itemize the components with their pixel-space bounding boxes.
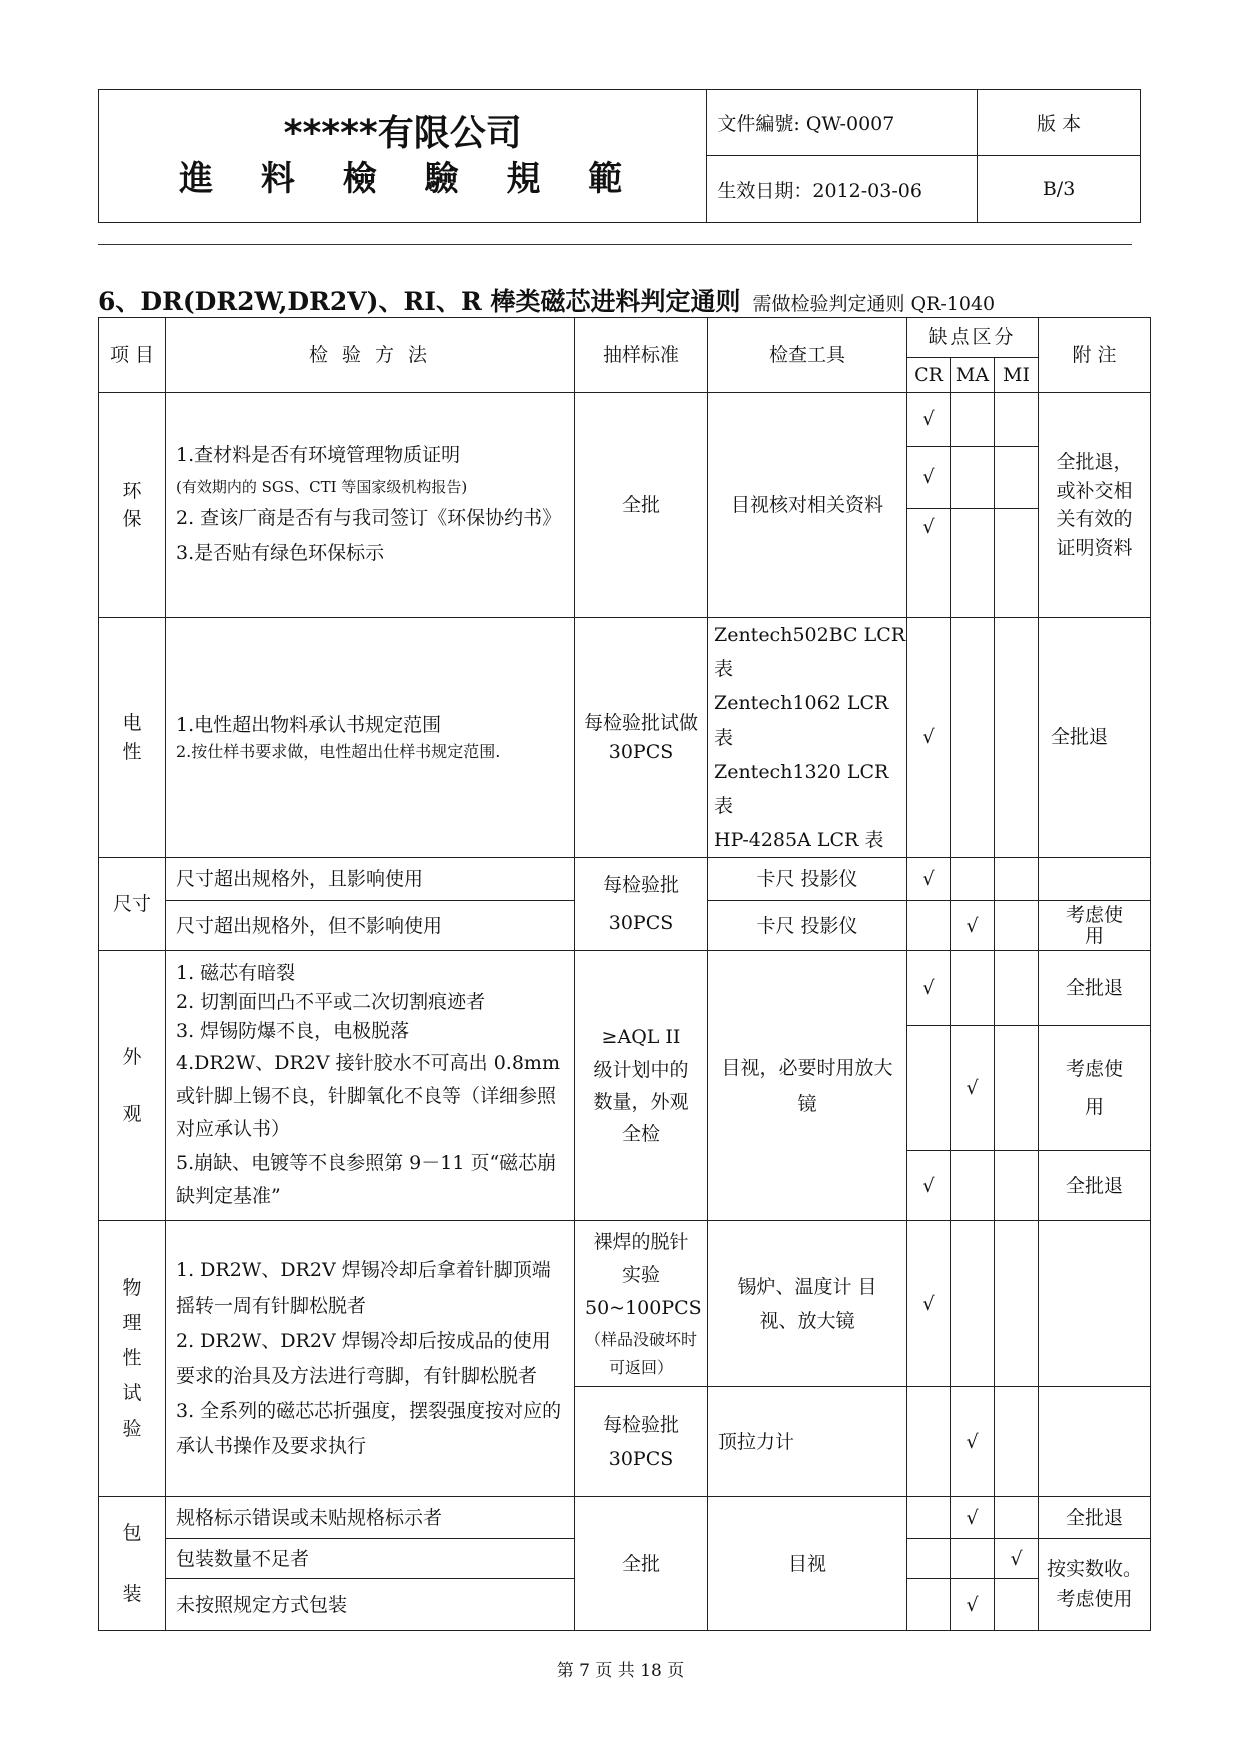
env-method-3: 3.是否贴有绿色环保标示 <box>176 542 385 565</box>
col-mi: MI <box>995 358 1039 393</box>
appearance-mi-3 <box>995 1151 1039 1221</box>
dim-mi-1 <box>995 858 1039 901</box>
physical-sampling-1-main: 裸焊的脱针实验 50~100PCS <box>585 1230 702 1320</box>
dim-ma-1 <box>951 858 995 901</box>
appearance-remark-3: 全批退 <box>1039 1151 1151 1221</box>
dim-ma-check: √ <box>951 901 995 951</box>
packaging-ma-check-3: √ <box>951 1579 995 1631</box>
version-label: 版 本 <box>978 90 1141 156</box>
packaging-tool: 目视 <box>708 1497 907 1631</box>
physical-item: 物理性试验 <box>99 1221 166 1497</box>
appearance-method <box>166 951 575 1221</box>
col-sampling: 抽样标准 <box>575 318 708 393</box>
packaging-cr-1 <box>907 1497 951 1539</box>
env-mi-3 <box>995 509 1039 618</box>
env-mi-1 <box>995 393 1039 447</box>
packaging-method-1: 规格标示错误或未贴规格标示者 <box>166 1497 575 1539</box>
company-name: *****有限公司 <box>283 112 522 154</box>
packaging-method-3: 未按照规定方式包装 <box>166 1579 575 1631</box>
appearance-remark-2: 考虑使用 <box>1039 1026 1151 1151</box>
env-ma-3 <box>951 509 995 618</box>
elec-ma <box>951 618 995 858</box>
physical-method-2: 2. DR2W、DR2V 焊锡冷却后按成品的使用要求的治具及方法进行弯脚，有针脚松脱者 <box>176 1329 551 1387</box>
col-defect: 缺点区分 <box>907 318 1039 358</box>
elec-method-2: 2.按仕样书要求做，电性超出仕样书规定范围. <box>176 741 501 761</box>
packaging-method-2: 包装数量不足者 <box>166 1539 575 1579</box>
packaging-mi-check: √ <box>995 1539 1039 1579</box>
col-tool: 检查工具 <box>708 318 907 393</box>
packaging-sampling: 全批 <box>575 1497 708 1631</box>
env-method <box>166 393 575 618</box>
env-cr-check-2: √ <box>907 447 951 509</box>
physical-cr-check: √ <box>907 1221 951 1387</box>
physical-cr-2 <box>907 1387 951 1497</box>
dim-tool-1: 卡尺 投影仪 <box>708 858 907 901</box>
elec-tool-4: HP-4285A LCR 表 <box>714 829 884 852</box>
env-ma-1 <box>951 393 995 447</box>
env-cr-check-3: √ <box>907 509 951 618</box>
physical-ma-1 <box>951 1221 995 1387</box>
col-remark: 附 注 <box>1039 318 1151 393</box>
appearance-method-1: 1. 磁芯有暗裂 <box>176 961 296 984</box>
env-mi-2 <box>995 447 1039 509</box>
dim-item: 尺寸 <box>99 858 166 951</box>
dim-cr-2 <box>907 901 951 951</box>
physical-remark-1 <box>1039 1221 1151 1387</box>
dim-remark-1 <box>1039 858 1151 901</box>
physical-remark-2 <box>1039 1387 1151 1497</box>
appearance-remark-1: 全批退 <box>1039 951 1151 1026</box>
env-method-2: 2. 查该厂商是否有与我司签订《环保协约书》 <box>176 507 562 530</box>
elec-method-1: 1.电性超出物料承认书规定范围 <box>176 714 442 737</box>
inspection-table <box>98 317 1151 1631</box>
appearance-method-2: 2. 切割面凹凸不平或二次切割痕迹者 <box>176 990 486 1013</box>
col-method: 检 验 方 法 <box>166 318 575 393</box>
env-ma-2 <box>951 447 995 509</box>
version-value: B/3 <box>978 156 1141 223</box>
elec-method <box>166 618 575 858</box>
col-item: 项 目 <box>99 318 166 393</box>
appearance-item: 外观 <box>99 951 166 1221</box>
physical-mi-2 <box>995 1387 1039 1497</box>
env-remark: 全批退，或补交相关有效的证明资料 <box>1039 393 1151 618</box>
effective-date: 生效日期：2012-03-06 <box>707 156 978 223</box>
physical-mi-1 <box>995 1221 1039 1387</box>
appearance-mi-1 <box>995 951 1039 1026</box>
packaging-cr-2 <box>907 1539 951 1579</box>
elec-remark: 全批退 <box>1039 618 1151 858</box>
packaging-item: 包装 <box>99 1497 166 1631</box>
appearance-ma-3 <box>951 1151 995 1221</box>
physical-tool-2: 顶拉力计 <box>708 1387 907 1497</box>
env-item: 环保 <box>99 393 166 618</box>
env-method-1: 1.查材料是否有环境管理物质证明 <box>176 444 461 467</box>
appearance-method-3: 3. 焊锡防爆不良，电极脱落 <box>176 1020 410 1043</box>
appearance-cr-2 <box>907 1026 951 1151</box>
appearance-tool: 目视，必要时用放大镜 <box>708 951 907 1221</box>
physical-sampling-1-note: （样品没破坏时可返回） <box>585 1329 698 1377</box>
elec-tool-1: Zentech502BC LCR 表 <box>714 624 906 681</box>
elec-sampling: 每检验批试做 30PCS <box>575 618 708 858</box>
elec-cr-check: √ <box>907 618 951 858</box>
appearance-mi-2 <box>995 1026 1039 1151</box>
dim-method-1: 尺寸超出规格外，且影响使用 <box>166 858 575 901</box>
appearance-method-4: 4.DR2W、DR2V 接针胶水不可高出 0.8mm 或针脚上锡不良，针脚氧化不良等（详细参照对应承认书） <box>176 1051 560 1141</box>
packaging-remark-1: 全批退 <box>1039 1497 1151 1539</box>
elec-tool-3: Zentech1320 LCR 表 <box>714 760 889 817</box>
physical-ma-check: √ <box>951 1387 995 1497</box>
physical-method-1: 1. DR2W、DR2V 焊锡冷却后拿着针脚顶端摇转一周有针脚松脱者 <box>176 1259 551 1317</box>
dim-remark-2: 考虑使用 <box>1039 901 1151 951</box>
appearance-cr-check-3: √ <box>907 1151 951 1221</box>
page-footer: 第 7 页 共 18 页 <box>556 1661 685 1681</box>
doc-title: 進 料 檢 驗 規 範 <box>179 159 641 200</box>
dim-mi-2 <box>995 901 1039 951</box>
elec-item: 电性 <box>99 618 166 858</box>
header-divider <box>98 244 1132 245</box>
appearance-cr-check-1: √ <box>907 951 951 1026</box>
packaging-mi-1 <box>995 1497 1039 1539</box>
appearance-sampling: ≥AQL II 级计划中的数量，外观全检 <box>575 951 708 1221</box>
appearance-method-5: 5.崩缺、电镀等不良参照第 9－11 页“磁芯崩缺判定基准” <box>176 1151 557 1207</box>
appearance-ma-1 <box>951 951 995 1026</box>
physical-sampling-1 <box>575 1221 708 1387</box>
packaging-ma-check-1: √ <box>951 1497 995 1539</box>
col-ma: MA <box>951 358 995 393</box>
physical-sampling-2: 每检验批 30PCS <box>575 1387 708 1497</box>
env-sampling: 全批 <box>575 393 708 618</box>
packaging-ma-2 <box>951 1539 995 1579</box>
env-cr-check-1: √ <box>907 393 951 447</box>
physical-method-3: 3. 全系列的磁芯芯折强度，摆裂强度按对应的承认书操作及要求执行 <box>176 1399 562 1458</box>
elec-mi <box>995 618 1039 858</box>
col-cr: CR <box>907 358 951 393</box>
dim-sampling: 每检验批 30PCS <box>575 858 708 951</box>
appearance-ma-check: √ <box>951 1026 995 1151</box>
physical-method <box>166 1221 575 1497</box>
document-header <box>98 89 1141 223</box>
packaging-cr-3 <box>907 1579 951 1631</box>
dim-method-2: 尺寸超出规格外，但不影响使用 <box>166 901 575 951</box>
env-tool: 目视核对相关资料 <box>708 393 907 618</box>
doc-number: 文件編號: QW-0007 <box>707 90 978 156</box>
env-method-1-note: (有效期内的 SGS、CTI 等国家级机构报告) <box>176 477 468 496</box>
company-title-cell <box>99 90 707 223</box>
elec-tools <box>708 618 907 858</box>
packaging-mi-3 <box>995 1579 1039 1631</box>
dim-cr-check: √ <box>907 858 951 901</box>
section-note: 需做检验判定通则 QR-1040 <box>752 293 996 315</box>
section-heading <box>98 282 995 318</box>
physical-tool-1: 锡炉、温度计 目视、放大镜 <box>708 1221 907 1387</box>
dim-tool-2: 卡尺 投影仪 <box>708 901 907 951</box>
elec-tool-2: Zentech1062 LCR 表 <box>714 692 889 749</box>
section-title: 6、DR(DR2W,DR2V)、RI、R 棒类磁芯进料判定通则 <box>98 287 741 316</box>
packaging-remark-2: 按实数收。考虑使用 <box>1039 1539 1151 1631</box>
